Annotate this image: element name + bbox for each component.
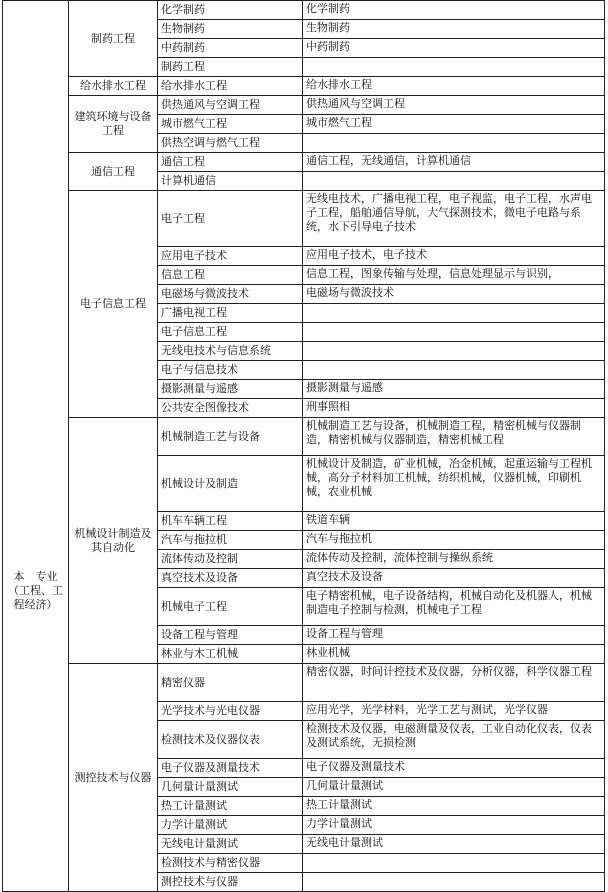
major-group-cell: 测控技术与仪器 (69, 664, 158, 892)
former-major-cell: 电磁场与微波技术 (303, 285, 605, 304)
former-major-cell: 机械制造工艺与设备，机械制造工程，精密机械与仪器制造，精密机械与仪器制造，精密机械工程 (303, 418, 605, 456)
former-major-cell: 几何量计量测试 (303, 778, 605, 797)
major-name-cell: 无线电技术与信息系统 (158, 342, 303, 361)
former-major-cell: 热工计量测试 (303, 797, 605, 816)
major-name-cell: 化学制药 (158, 1, 303, 20)
former-major-cell: 通信工程，无线通信，计算机通信 (303, 153, 605, 172)
major-name-cell: 汽车与拖拉机 (158, 531, 303, 550)
major-name-cell: 测控技术与仪器 (158, 873, 303, 892)
table-row (3, 664, 605, 702)
major-name-cell: 流体传动及控制 (158, 550, 303, 569)
major-name-cell: 机车车辆工程 (158, 512, 303, 531)
major-name-cell: 热工计量测试 (158, 797, 303, 816)
major-name-cell: 机械电子工程 (158, 588, 303, 626)
former-major-cell: 中药制药 (303, 39, 605, 58)
major-name-cell: 设备工程与管理 (158, 626, 303, 645)
major-group-cell: 制药工程 (69, 1, 158, 77)
major-name-cell: 机械设计及制造 (158, 456, 303, 512)
major-group-cell: 给水排水工程 (69, 77, 158, 96)
table-row (3, 191, 605, 247)
former-major-cell: 无线电计量测试 (303, 835, 605, 854)
major-name-cell: 真空技术及设备 (158, 569, 303, 588)
major-name-cell: 检测技术及仪器仪表 (158, 721, 303, 759)
former-major-cell: 生物制药 (303, 20, 605, 39)
table-row (3, 1, 605, 20)
former-major-cell: 精密仪器，时间计控技术及仪器，分析仪器，科学仪器工程 (303, 664, 605, 702)
former-major-cell: 铁道车辆 (303, 512, 605, 531)
table-row (3, 153, 605, 172)
former-major-cell: 供热通风与空调工程 (303, 96, 605, 115)
major-name-cell: 供热通风与空调工程 (158, 96, 303, 115)
table-row (3, 77, 605, 96)
former-major-cell (303, 134, 605, 153)
former-major-cell: 城市燃气工程 (303, 115, 605, 134)
former-major-cell: 应用光学，光学材料，光学工艺与测试，光学仪器 (303, 702, 605, 721)
major-name-cell: 光学技术与光电仪器 (158, 702, 303, 721)
major-group-cell: 建筑环境与设备工程 (69, 96, 158, 153)
former-major-cell (303, 854, 605, 873)
major-group-cell: 机械设计制造及其自动化 (69, 418, 158, 664)
former-major-cell: 机械设计及制造，矿业机械，冶金机械，起重运输与工程机械，高分子材料加工机械，纺织机械，仪器机械，印刷机械，农业机械 (303, 456, 605, 512)
major-group-cell: 电子信息工程 (69, 191, 158, 418)
major-name-cell: 力学计量测试 (158, 816, 303, 835)
former-major-cell (303, 304, 605, 323)
major-name-cell: 电子工程 (158, 191, 303, 247)
major-name-cell: 信息工程 (158, 266, 303, 285)
major-name-cell: 电磁场与微波技术 (158, 285, 303, 304)
former-major-cell: 应用电子技术，电子技术 (303, 247, 605, 266)
major-name-cell: 几何量计量测试 (158, 778, 303, 797)
former-major-cell: 林业机械 (303, 645, 605, 664)
former-major-cell: 检测技术及仪器，电磁测量及仪表，工业自动化仪表，仪表及测试系统，无损检测 (303, 721, 605, 759)
major-name-cell: 电子信息工程 (158, 323, 303, 342)
former-major-cell: 流体传动及控制，流体控制与操纵系统 (303, 550, 605, 569)
former-major-cell: 无线电技术，广播电视工程，电子视监，电子工程，水声电子工程，船舶通信导航，大气探测技术，微电子电路与系统，水下引导电子技术 (303, 191, 605, 247)
former-major-cell: 给水排水工程 (303, 77, 605, 96)
major-name-cell: 应用电子技术 (158, 247, 303, 266)
major-name-cell: 机械制造工艺与设备 (158, 418, 303, 456)
degree-level-cell: 本 专业（工程、工程经济） (3, 1, 69, 892)
major-name-cell: 精密仪器 (158, 664, 303, 702)
former-major-cell (303, 873, 605, 892)
former-major-cell: 电子仪器及测量技术 (303, 759, 605, 778)
major-group-cell: 通信工程 (69, 153, 158, 191)
former-major-cell (303, 172, 605, 191)
major-catalog-table (2, 0, 605, 892)
major-name-cell: 摄影测量与遥感 (158, 380, 303, 399)
major-name-cell: 广播电视工程 (158, 304, 303, 323)
former-major-cell: 信息工程，图象传输与处理，信息处理显示与识别， (303, 266, 605, 285)
former-major-cell: 电子精密机械，电子设备结构，机械自动化及机器人，机械制造电子控制与检测，机械电子工程 (303, 588, 605, 626)
former-major-cell: 摄影测量与遥感 (303, 380, 605, 399)
table-row (3, 418, 605, 456)
former-major-cell: 汽车与拖拉机 (303, 531, 605, 550)
major-name-cell: 无线电计量测试 (158, 835, 303, 854)
major-name-cell: 生物制药 (158, 20, 303, 39)
major-name-cell: 检测技术与精密仪器 (158, 854, 303, 873)
major-name-cell: 制药工程 (158, 58, 303, 77)
former-major-cell (303, 323, 605, 342)
former-major-cell: 真空技术及设备 (303, 569, 605, 588)
former-major-cell: 力学计量测试 (303, 816, 605, 835)
major-name-cell: 电子仪器及测量技术 (158, 759, 303, 778)
major-name-cell: 中药制药 (158, 39, 303, 58)
former-major-cell: 刑事照相 (303, 399, 605, 418)
major-name-cell: 公共安全图像技术 (158, 399, 303, 418)
major-name-cell: 城市燃气工程 (158, 115, 303, 134)
major-name-cell: 电子与信息技术 (158, 361, 303, 380)
table-body (3, 1, 605, 892)
former-major-cell (303, 361, 605, 380)
former-major-cell: 化学制药 (303, 1, 605, 20)
major-name-cell: 林业与木工机械 (158, 645, 303, 664)
table-row (3, 96, 605, 115)
major-name-cell: 供热空调与燃气工程 (158, 134, 303, 153)
major-name-cell: 给水排水工程 (158, 77, 303, 96)
former-major-cell (303, 58, 605, 77)
major-name-cell: 计算机通信 (158, 172, 303, 191)
former-major-cell: 设备工程与管理 (303, 626, 605, 645)
former-major-cell (303, 342, 605, 361)
major-name-cell: 通信工程 (158, 153, 303, 172)
